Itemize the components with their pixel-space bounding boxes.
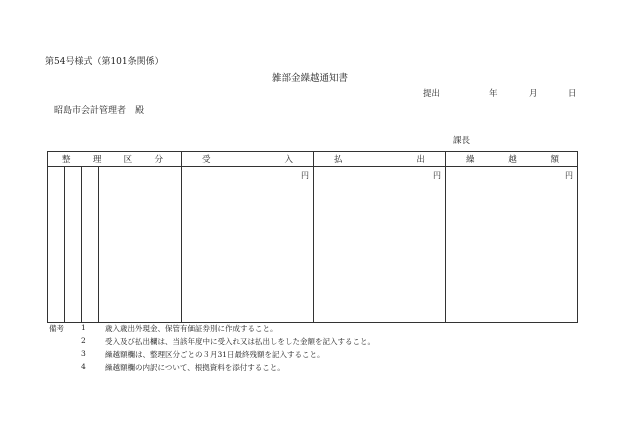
- header-carryover: [446, 152, 578, 167]
- note-item: [49, 349, 375, 362]
- yen-unit: 円: [433, 171, 441, 180]
- carryover-amount-cell[interactable]: [446, 167, 578, 323]
- note-number: 2: [81, 336, 86, 345]
- table-row: [48, 167, 578, 323]
- header-char: 分: [154, 155, 163, 165]
- header-char: 受: [202, 155, 211, 165]
- document-title: 雑部金繰越通知書: [272, 73, 349, 84]
- notes-section: [49, 323, 375, 375]
- classification-cell-level2[interactable]: [65, 167, 82, 323]
- header-char: 払: [334, 155, 343, 165]
- note-text: 受入及び払出欄は、当該年度中に受入れ又は払出しをした金額を記入すること。: [105, 337, 375, 346]
- addressee: 昭島市会計管理者 殿: [54, 106, 145, 116]
- table-header-row: [48, 152, 578, 167]
- note-text: 繰越額欄の内訳について、根拠資料を添付すること。: [105, 363, 285, 372]
- header-char: 繰: [466, 155, 475, 165]
- classification-cell-level1[interactable]: [48, 167, 65, 323]
- header-char: 出: [416, 155, 425, 165]
- note-number: 4: [81, 362, 86, 371]
- note-number: 3: [81, 349, 86, 358]
- classification-cell-level3[interactable]: [82, 167, 99, 323]
- note-text: 歳入歳出外現金、保管有価証券別に作成すること。: [105, 324, 278, 333]
- header-char: 整: [62, 155, 71, 165]
- header-char: 入: [284, 155, 293, 165]
- receipts-amount-cell[interactable]: [182, 167, 314, 323]
- yen-unit: 円: [565, 171, 573, 180]
- note-text: 繰越額欄は、整理区分ごとの３月31日最終残額を記入すること。: [105, 350, 325, 359]
- yen-unit: 円: [301, 171, 309, 180]
- note-item: [49, 362, 375, 375]
- month-label: 月: [529, 89, 538, 99]
- classification-cell-name[interactable]: [99, 167, 182, 323]
- form-number: 第54号様式（第101条関係）: [45, 57, 164, 67]
- payments-amount-cell[interactable]: [314, 167, 446, 323]
- year-label: 年: [489, 89, 498, 99]
- submit-label: 提出: [423, 89, 441, 99]
- note-item: [49, 323, 375, 336]
- notes-label: 備考: [49, 324, 64, 333]
- header-char: 区: [123, 155, 133, 165]
- carryover-table: [47, 151, 578, 323]
- day-label: 日: [568, 89, 577, 99]
- header-payments: [314, 152, 446, 167]
- section-chief-label: 課長: [453, 136, 471, 146]
- note-number: 1: [81, 323, 86, 332]
- header-char: 越: [508, 155, 517, 165]
- header-char: 額: [550, 155, 559, 165]
- header-receipts: [182, 152, 314, 167]
- note-item: [49, 336, 375, 349]
- header-classification: [48, 152, 182, 167]
- header-char: 理: [92, 155, 102, 165]
